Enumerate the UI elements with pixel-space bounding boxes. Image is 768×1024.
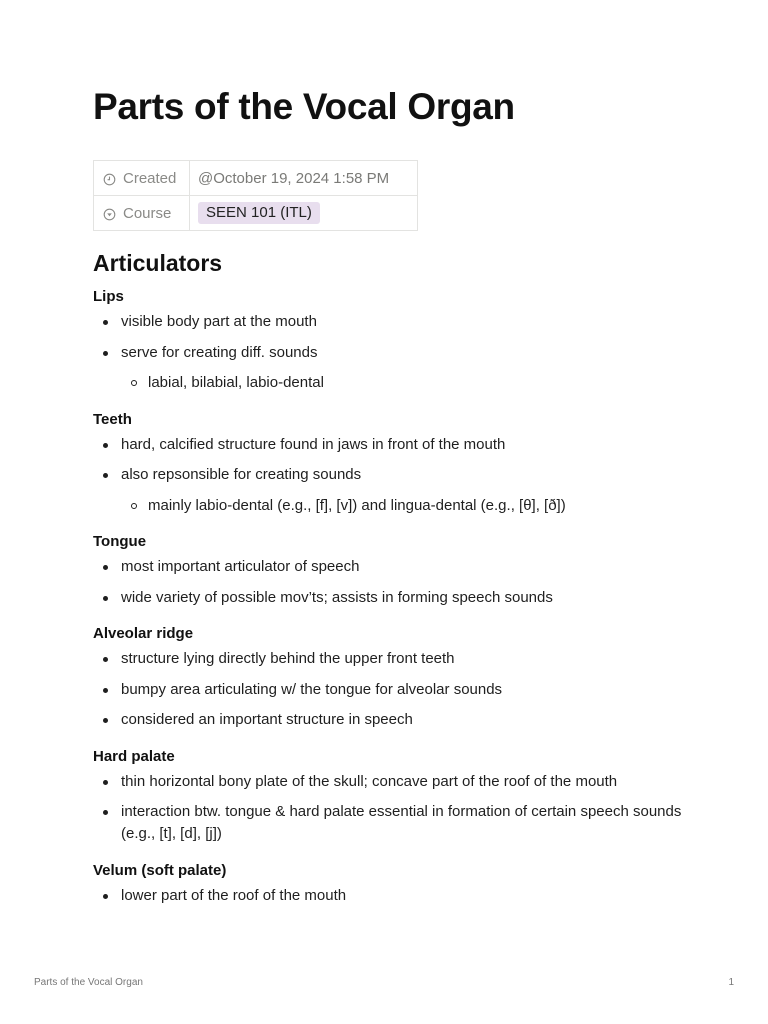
list-item-text: considered an important structure in speech — [121, 711, 413, 728]
properties-table — [93, 160, 418, 231]
list-item — [93, 342, 693, 395]
list-item — [93, 648, 693, 670]
list-item — [93, 679, 693, 701]
bullet-icon — [103, 443, 108, 448]
sub-list-item — [121, 372, 693, 394]
subsection-title: Lips — [93, 288, 124, 305]
list-item-text: structure lying directly behind the upper front teeth — [121, 650, 455, 667]
section-heading: Articulators — [93, 250, 223, 276]
bullet-icon — [103, 473, 108, 478]
notes-content — [93, 280, 693, 915]
list-item — [93, 556, 693, 578]
bullet-icon — [103, 596, 108, 601]
bullet-icon — [103, 780, 108, 785]
page-title: Parts of the Vocal Organ — [93, 86, 515, 127]
bullet-list — [93, 311, 693, 394]
page-number: 1 — [728, 977, 734, 988]
list-item-text: wide variety of possible mov’ts; assists in forming speech sounds — [121, 588, 553, 606]
list-item — [93, 709, 693, 731]
list-item-text: bumpy area articulating w/ the tongue for alveolar sounds — [121, 680, 503, 698]
bullet-icon — [103, 718, 108, 723]
property-label: Created — [123, 169, 177, 187]
list-item-text: interaction btw. tongue & hard palate essential in formation of certain speech sounds (e.g., [t], [d], [j]) — [121, 803, 682, 842]
property-course — [94, 196, 418, 231]
bullet-list — [93, 648, 693, 731]
list-item-text: lower part of the roof of the mouth — [121, 886, 347, 904]
property-key — [94, 161, 190, 196]
hollow-bullet-icon — [131, 380, 137, 386]
list-item — [93, 587, 693, 609]
list-item — [93, 311, 693, 333]
sub-bullet-list — [121, 495, 693, 517]
created-value[interactable]: @October 19, 2024 1:58 PM — [190, 161, 418, 196]
list-item-text: serve for creating diff. sounds — [121, 343, 318, 361]
course-tag[interactable]: SEEN 101 (ITL) — [198, 202, 320, 224]
bullet-list — [93, 885, 693, 907]
sub-list-item — [121, 495, 693, 517]
list-item — [93, 434, 693, 456]
bullet-icon — [103, 565, 108, 570]
list-item-text: thin horizontal bony plate of the skull; concave part of the roof of the mouth — [121, 772, 618, 790]
bullet-list — [93, 434, 693, 517]
subsection-title: Hard palate — [93, 747, 175, 765]
subsection-title: Velum (soft palate) — [93, 861, 227, 879]
bullet-icon — [103, 320, 108, 325]
course-value[interactable] — [190, 196, 418, 231]
property-created — [94, 161, 418, 196]
hollow-bullet-icon — [131, 503, 137, 509]
list-item — [93, 771, 693, 793]
subsection-title: Tongue — [93, 533, 147, 550]
bullet-icon — [103, 657, 108, 662]
footer-title: Parts of the Vocal Organ — [34, 977, 143, 988]
sub-list-item-text: mainly labio-dental (e.g., [f], [v]) and lingua-dental (e.g., [θ], [ð]) — [148, 496, 566, 514]
sub-bullet-list — [121, 372, 693, 394]
list-item — [93, 885, 693, 907]
bullet-icon — [103, 688, 108, 693]
subsection-title: Teeth — [93, 410, 132, 428]
sub-list-item-text: labial, bilabial, labio-dental — [148, 374, 324, 391]
list-item-text: also repsonsible for creating sounds — [121, 466, 362, 483]
list-item-text: visible body part at the mouth — [121, 313, 317, 330]
select-icon — [103, 208, 116, 221]
bullet-icon — [103, 894, 108, 899]
bullet-list — [93, 556, 693, 609]
bullet-list — [93, 771, 693, 846]
list-item-text: most important articulator of speech — [121, 558, 360, 575]
list-item — [93, 464, 693, 517]
bullet-icon — [103, 810, 108, 815]
property-key — [94, 196, 190, 231]
subsection-title: Alveolar ridge — [93, 625, 194, 642]
clock-icon — [103, 173, 116, 186]
list-item — [93, 801, 693, 845]
list-item-text: hard, calcified structure found in jaws in front of the mouth — [121, 435, 506, 453]
property-label: Course — [123, 204, 172, 222]
bullet-icon — [103, 351, 108, 356]
